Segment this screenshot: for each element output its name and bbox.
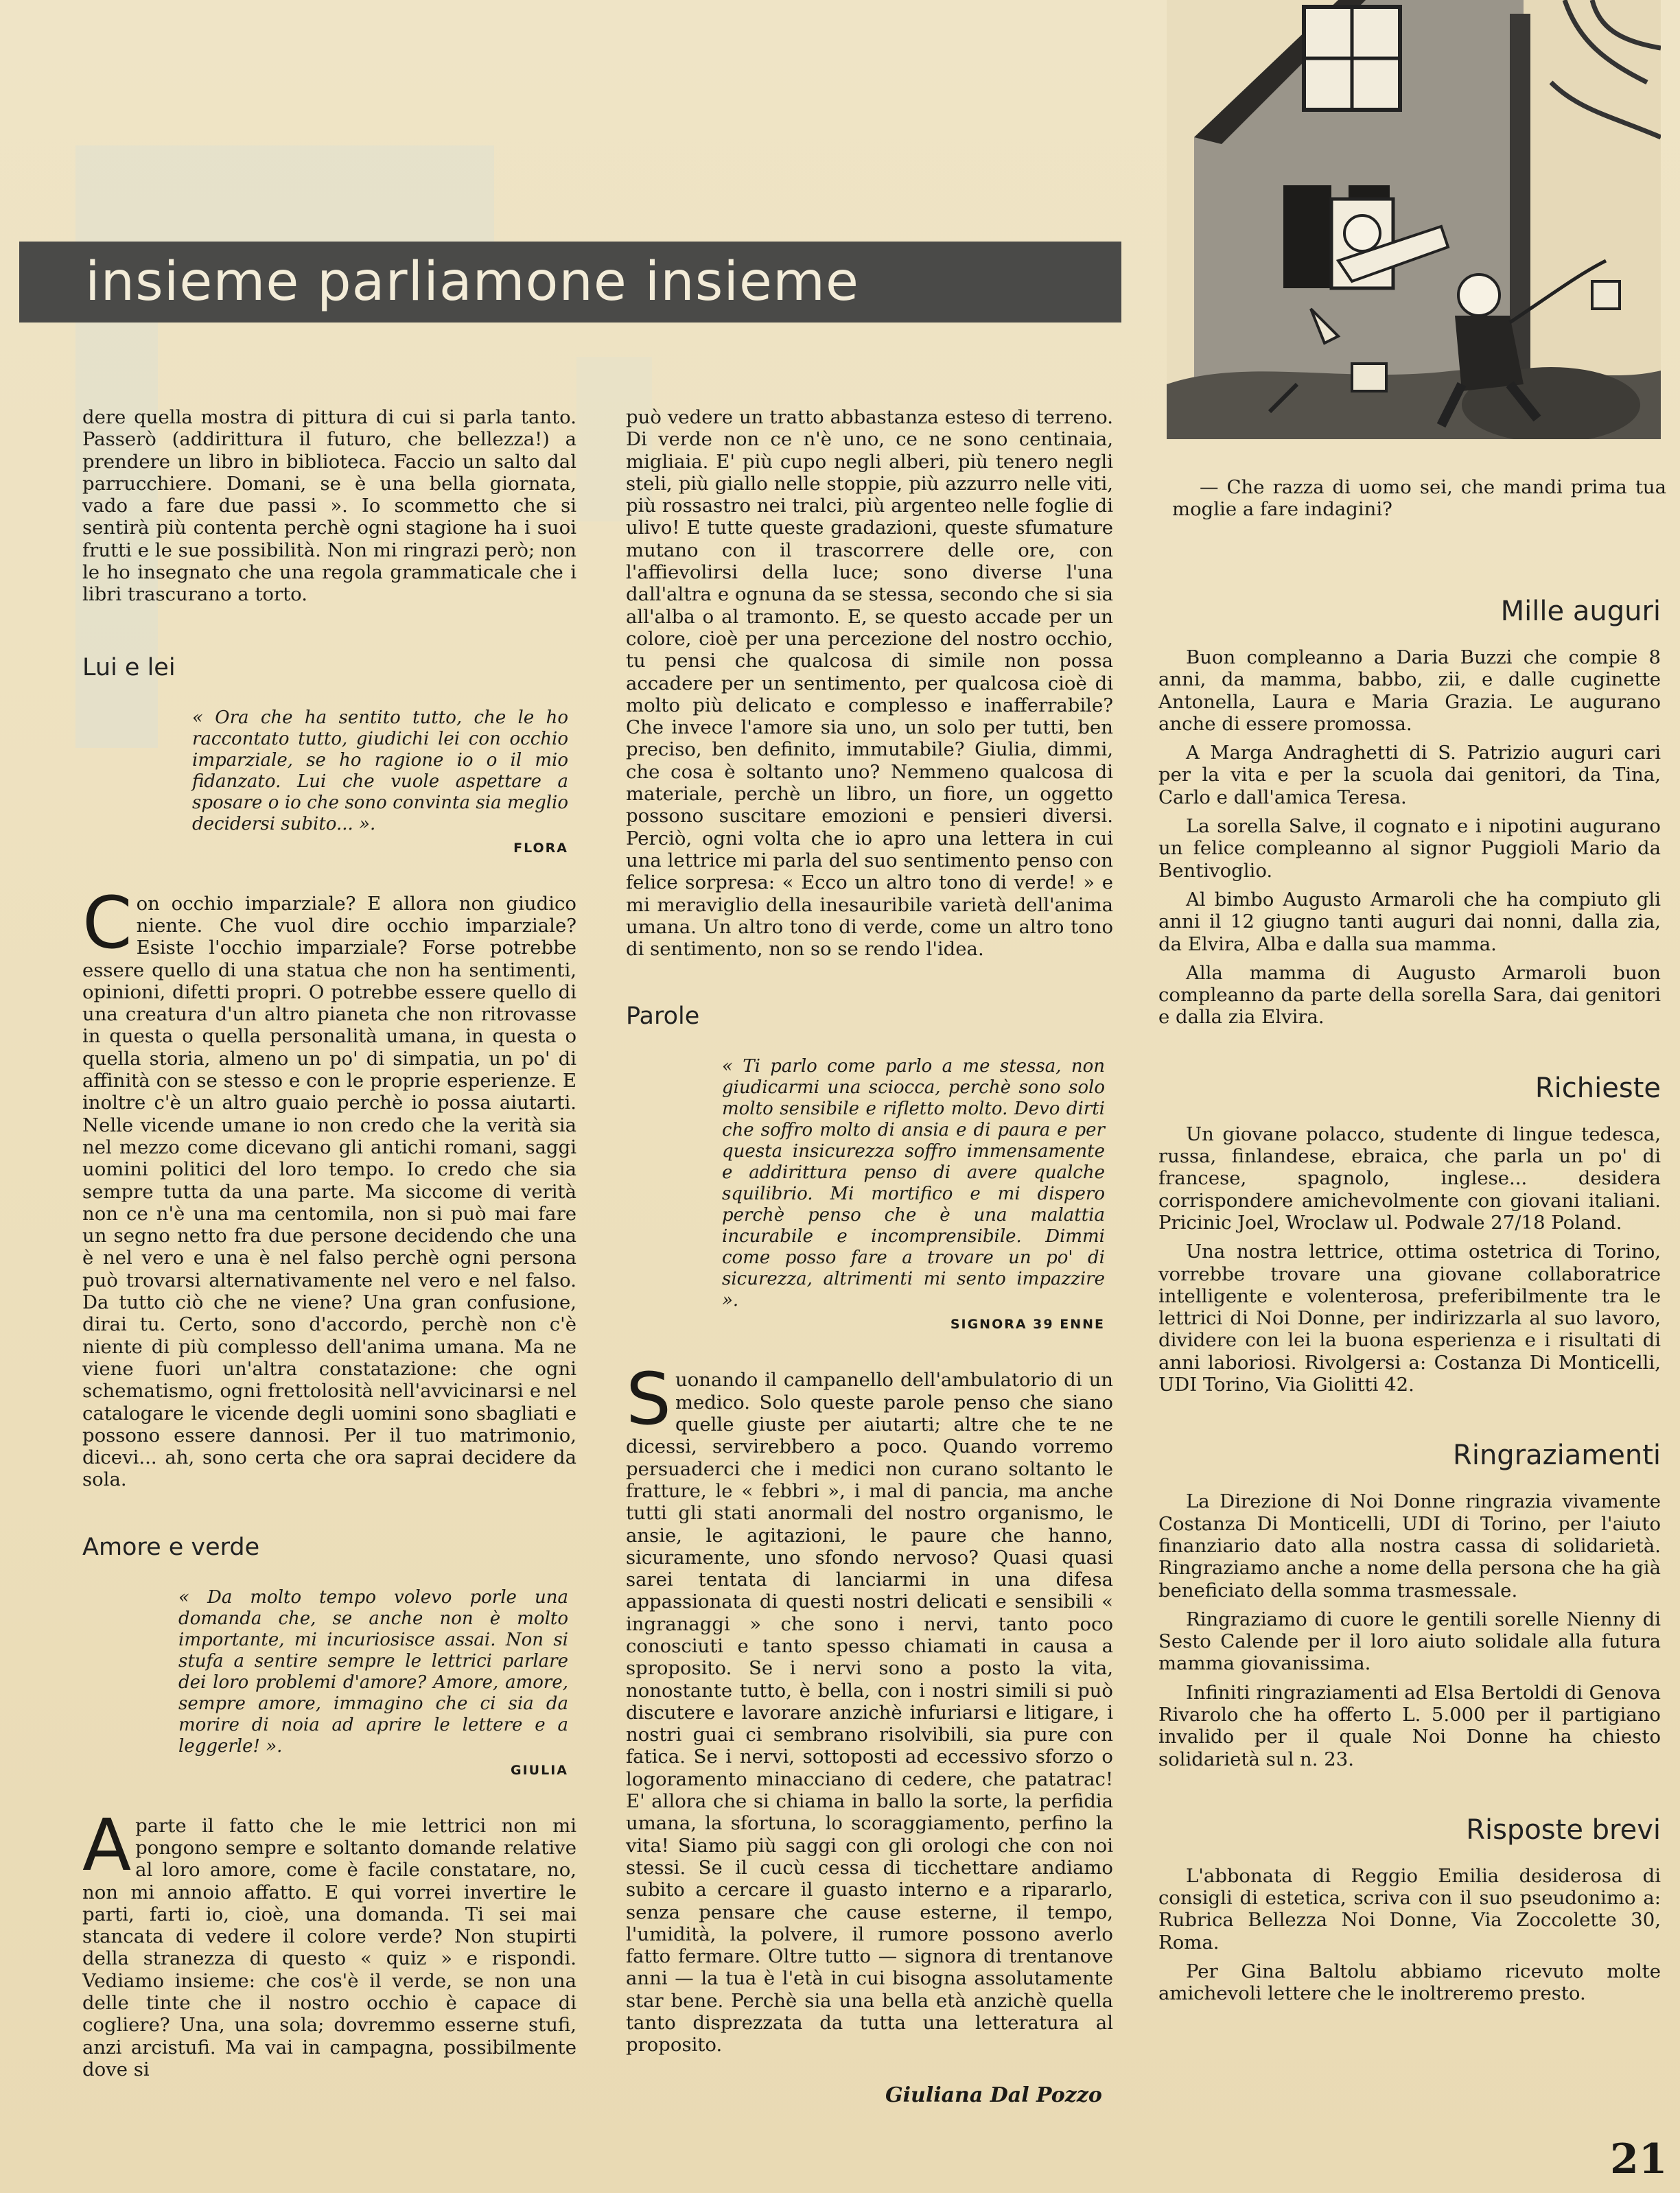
background-shape xyxy=(75,145,494,242)
auguri-list xyxy=(1158,646,1661,1029)
letter-text: « Ti parlo come parlo a me stessa, non giudicarmi una sciocca, perchè sono solo molto sensibile e rifletto molto. Devo dirti che soffro molto di ansia e di paura e per questa insicurezza soffro immensamente e addirittura penso di avere qualche squilibrio. Mi mortifico e mi dispero perchè penso che è una malattia incurabile e incomprensibile. Dimmi come posso fare a trovare un po' di sicurezza, altrimenti mi sento impazzire ». xyxy=(722,1056,1105,1311)
answer-text: uonando il campanello dell'ambulatorio di un medico. Solo queste parole penso che siano quelle giuste per aiutarti; altre che te ne dicessi, servirebbero a poco. Quando vorremo persuaderci che i medici non curano soltanto le fratture, le « febbri », i mal di pancia, ma anche tutti gli stati anormali del nostro organismo, le ansie, le agitazioni, le paure che hanno, sicuramente, uno sfondo nervoso? Quasi quasi sarei tentata di lanciarmi in una difesa appassionata di questi nostri delicati e sensibili « ingranaggi » che sono i nervi, tanto poco conosciuti e tanto spesso chiamati in causa a sproposito. Se i nervi sono a posto la vita, nonostante tutto, è bella, con i nostri simili si può discutere e lavorare anzichè infuriarsi e litigare, i nostri guai ci sembrano risolvibili, sia pure con fatica. Se i nervi, sottoposti ad eccessivo sforzo o logoramento minacciano di cedere, che patatrac! E' allora che si chiama in ballo la sorte, la perfidia umana, la sfortuna, lo scoraggiamento, perfino la vita! Siamo più saggi con gli orologi che con noi stessi. Se il cucù cessa di ticchettare andiamo subito a cercare il guasto interno e a ripararlo, senza pensare che cause esterne, il tempo, l'umidità, la polvere, il rumore possono averlo fatto fermare. Oltre tutto — signora di trentanove anni — la tua è l'età in cui bisogna assolutamente star bene. Perchè sia una bella età anzichè quella tanto disprezzata da tutta una letteratura al proposito. xyxy=(626,1369,1113,2056)
intro-paragraph: dere quella mostra di pittura di cui si parla tanto. Passerò (addirittura il futuro, che bellezza!) a prendere un libro in biblioteca. Faccio un salto dal parrucchiere. Domani, se è una bella giornata, vado a fare due passi ». Io scommetto che si sentirà più contenta perchè ogni stagione ha i suoi frutti e le sue possibilità. Non mi ringrazi però; non le ho insegnato che una regola grammaticale che i libri trascurano a torto. xyxy=(82,406,576,606)
answer-text: on occhio imparziale? E allora non giudico niente. Che vuol dire occhio imparziale? Esiste l'occhio imparziale? Forse potrebbe essere quello di una statua che non ha sentimenti, opinioni, difetti propri. O potrebbe essere quello di una creatura d'un altro pianeta che non ritrovasse in questa o quella personalità umana, in questa o quella storia, almeno un po' di simpatia, un po' di affinità con se stesso e con le proprie esperienze. E inoltre c'è un altro guaio perchè io possa aiutarti. Nelle vicende umane io non credo che la verità sia nel mezzo come dicevano gli antichi romani, saggi uomini politici del loro tempo. Io credo che sia sempre tutta da una parte. Ma siccome di verità non ce n'è una ma centomila, non si può mai fare un segno netto fra due persone decidendo che una è nel vero e una è nel falso perchè ogni persona può trovarsi alternativamente nel vero e nel falso. Da tutto ciò che ne viene? Una gran confusione, dirai tu. Certo, sono d'accordo, perchè non c'è niente di più complesso dell'anima umana. Ma ne viene fuori un'altra constatazione: che ogni schematismo, ogni frettolosità nell'avvicinarsi e nel catalogare le vicende degli uomini sono sbagliati e possono essere dannosi. Per il tuo matrimonio, dicevi... ah, sono certa che ora saprai decidere da sola. xyxy=(82,892,576,1491)
risposte-item: L'abbonata di Reggio Emilia desiderosa di consigli di estetica, scriva con il suo pseudonimo a: Rubrica Bellezza Noi Donne, Via Zoccolette 30, Roma. xyxy=(1158,1864,1661,1954)
letter-text: « Ora che ha sentito tutto, che le ho raccontato tutto, giudichi lei con occhio imparziale, se ho ragione io o il mio fidanzato. Lui che vuole aspettare a sposare o io che sono convinta sia meglio decidersi subito... ». xyxy=(192,707,568,834)
column-right xyxy=(1158,596,1661,2005)
editor-answer xyxy=(82,880,576,1491)
reader-letter xyxy=(178,1587,568,1778)
auguri-item: Alla mamma di Augusto Armaroli buon compleanno da parte della sorella Sara, dai genitori e dalla zia Elvira. xyxy=(1158,961,1661,1029)
continuation-paragraph: può vedere un tratto abbastanza esteso di terreno. Di verde non ce n'è uno, ce ne sono centinaia, migliaia. E' più cupo negli alberi, più tenero negli steli, più giallo nelle stoppie, più azzurro nelle viti, più rossastro nei tralci, più argenteo nelle foglie di ulivo! E tutte queste gradazioni, queste sfumature mutano con il trascorrere delle ore, con l'affievolirsi della luce; sono diverse l'una dall'altra e ognuna da se stessa, secondo che si sia all'alba o al tramonto. E, se questo accade per un colore, cioè per una percezione del nostro occhio, tu pensi che qualcosa di simile non possa accadere per un sentimento, per qualcosa cioè di molto più delicato e complesso e inafferrabile? Che invece l'amore sia uno, un solo per tutti, ben preciso, ben definito, immutabile? Giulia, dimmi, che cosa è soltanto uno? Nemmeno qualcosa di materiale, perchè un libro, un fiore, un oggetto possono suscitare emozioni e pensieri diversi. Perciò, ogni volta che io apro una lettera in cui una lettrice mi parla del suo sentimento penso con felice sorpresa: « Ecco un altro tono di verde! » e mi meraviglio della inesauribile varietà dell'anima umana. Un altro tono di verde, come un altro tono di sentimento, non so se rendo l'idea. xyxy=(626,406,1113,961)
letter-signature: FLORA xyxy=(513,840,568,856)
letter-text: « Da molto tempo volevo porle una domanda che, se anche non è molto importante, mi incuriosisce assai. Non si stufa a sentire sempre le lettrici parlare dei loro problemi d'amore? Amore, amore, sempre amore, immagino che ci sia da morire di noia ad aprire le lettere e a leggerle! ». xyxy=(178,1586,568,1757)
ringraziamenti-item: La Direzione di Noi Donne ringrazia vivamente Costanza Di Monticelli, UDI di Torino, per l'aiuto finanziario dato alla nostra cassa di solidarietà. Ringraziamo anche a nome della persona che ha già beneficiato della somma trasmessale. xyxy=(1158,1490,1661,1602)
section-heading-mille-auguri: Mille auguri xyxy=(1500,596,1661,627)
auguri-item: A Marga Andraghetti di S. Patrizio auguri cari per la vita e per la scuola dai genitori, da Tina, Carlo e dall'amica Teresa. xyxy=(1158,742,1661,808)
ringraziamenti-item: Ringraziamo di cuore le gentili sorelle Nienny di Sesto Calende per il loro aiuto solidale alla futura mamma giovanissima. xyxy=(1158,1608,1661,1675)
section-heading-risposte-brevi: Risposte brevi xyxy=(1466,1814,1661,1846)
risposte-item: Per Gina Baltolu abbiamo ricevuto molte amichevoli lettere che le inoltreremo presto. xyxy=(1158,1960,1661,2005)
author-signature: Giuliana Dal Pozzo xyxy=(885,2083,1102,2107)
caption-text: — Che razza di uomo sei, che mandi prima tua moglie a fare indagini? xyxy=(1172,476,1666,521)
drop-cap: S xyxy=(626,1357,672,1442)
cartoon-illustration xyxy=(1167,0,1661,439)
auguri-item: La sorella Salve, il cognato e i nipotini augurano un felice compleanno al signor Puggioli Mario da Bentivoglio. xyxy=(1158,815,1661,882)
reader-letter xyxy=(192,707,568,856)
letter-signature: GIULIA xyxy=(511,1762,568,1778)
section-heading-parole: Parole xyxy=(626,1002,700,1031)
auguri-item: Buon compleanno a Daria Buzzi che compie 8 anni, da mamma, babbo, zii, e dalle cuginette Antonella, Laura e Maria Grazia. Le augurano anche di essere promossa. xyxy=(1158,646,1661,735)
section-heading-lui-e-lei: Lui e lei xyxy=(82,653,176,681)
risposte-list xyxy=(1158,1865,1661,2005)
column-left xyxy=(82,406,576,2080)
auguri-item: Al bimbo Augusto Armaroli che ha compiuto gli anni il 12 giugno tanti auguri dai nonni, dalla zia, da Elvira, Alba e dalla sua mamma. xyxy=(1158,888,1661,955)
richieste-item: Un giovane polacco, studente di lingue tedesca, russa, finlandese, ebraica, che parla un po' di francese, spagnolo, inglese... desidera corrispondere amichevolmente con giovani italiani. Pricinic Joel, Wroclaw ul. Podwale 27/18 Poland. xyxy=(1158,1123,1661,1234)
drop-cap: A xyxy=(82,1803,132,1887)
section-banner xyxy=(19,242,1121,322)
column-middle xyxy=(626,406,1113,2056)
richieste-item: Una nostra lettrice, ottima ostetrica di Torino, vorrebbe trovare una giovane collaboratrice intelligente e volenterosa, preferibilmente tra le lettrici di Noi Donne, per indirizzarla al suo lavoro, dividere con lei la buona esperienza e i risultati di anni laboriosi. Rivolgersi a: Costanza Di Monticelli, UDI Torino, Via Giolitti 42. xyxy=(1158,1241,1661,1396)
ringraziamenti-list xyxy=(1158,1490,1661,1770)
editor-answer xyxy=(626,1357,1113,2056)
reader-letter xyxy=(722,1056,1105,1332)
house-scene-drawing xyxy=(1167,0,1661,439)
drop-cap: C xyxy=(82,880,132,965)
cartoon-caption xyxy=(1172,476,1666,521)
ringraziamenti-item: Infiniti ringraziamenti ad Elsa Bertoldi di Genova Rivarolo che ha offerto L. 5.000 per il partigiano invalido per il quale Noi Donne ha chiesto solidarietà sul n. 23. xyxy=(1158,1681,1661,1770)
section-heading-richieste: Richieste xyxy=(1535,1072,1661,1104)
section-heading-ringraziamenti: Ringraziamenti xyxy=(1453,1440,1661,1472)
richieste-list xyxy=(1158,1123,1661,1396)
page-number: 21 xyxy=(1610,2135,1668,2183)
letter-signature: SIGNORA 39 ENNE xyxy=(950,1317,1105,1333)
answer-text: parte il fatto che le mie lettrici non mi pongono sempre e soltanto domande relative al loro amore, come è facile constatare, no, non mi annoio affatto. E qui vorrei invertire le parti, farti io, cioè, una domanda. Ti sei mai stancata di vedere il colore verde? Non stupirti della stranezza di questo « quiz » e rispondi. Vediamo insieme: che cos'è il verde, se non una delle tinte che il nostro occhio è capace di cogliere? Una, una sola; dovremmo esserne stufi, anzi arcistufi. Ma vai in campagna, possibilmente dove si xyxy=(82,1814,576,2080)
banner-title: insieme parliamone insieme xyxy=(85,251,859,313)
section-heading-amore-e-verde: Amore e verde xyxy=(82,1533,260,1561)
editor-answer xyxy=(82,1803,576,2081)
